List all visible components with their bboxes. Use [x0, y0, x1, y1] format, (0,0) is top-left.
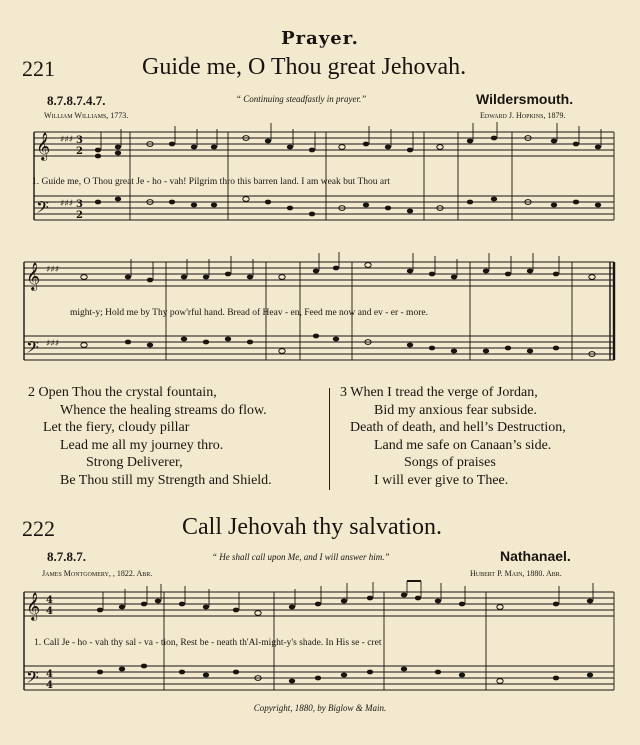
epigraph: “ He shall call upon Me, and I will answer him.” [212, 552, 390, 562]
svg-text:𝄞: 𝄞 [26, 592, 41, 620]
section-title: Prayer. [281, 28, 359, 49]
verse-divider [329, 388, 330, 490]
tune-name: Wildersmouth. [476, 91, 574, 107]
verse-line: Bid my anxious fear subside. [374, 402, 537, 418]
svg-text:𝄢: 𝄢 [36, 197, 49, 221]
author-credit: William Williams, 1773. [44, 111, 129, 120]
verse-line: Land me safe on Canaan’s side. [374, 437, 552, 453]
verse-line: 2 Open Thou the crystal fountain, [28, 385, 217, 400]
svg-text:4: 4 [46, 680, 53, 691]
verse-2 [28, 384, 324, 490]
svg-text:2: 2 [76, 146, 83, 157]
tune-name: Nathanael. [500, 548, 571, 564]
meter: 8.7.8.7.4.7. [47, 93, 106, 108]
svg-text:𝄢: 𝄢 [26, 667, 39, 691]
meter: 8.7.8.7. [47, 549, 86, 564]
svg-text:♯♯♯: ♯♯♯ [60, 199, 74, 209]
svg-text:♯♯♯: ♯♯♯ [46, 265, 60, 275]
svg-text:3: 3 [76, 135, 83, 146]
composer-credit: Edward J. Hopkins, 1879. [480, 111, 566, 120]
hymn-title: Call Jehovah thy salvation. [182, 514, 442, 540]
hymn-title: Guide me, O Thou great Jehovah. [142, 54, 467, 80]
svg-text:2: 2 [76, 210, 83, 221]
svg-text:𝄞: 𝄞 [26, 262, 41, 290]
svg-text:♯♯♯: ♯♯♯ [60, 135, 74, 145]
lyric-line: might-y; Hold me by Thy pow'rful hand. Bread of Heav - en, Feed me now and ev - er - more. [70, 308, 428, 318]
verse-3 [340, 384, 636, 490]
svg-text:4: 4 [46, 669, 53, 680]
svg-text:♯♯♯: ♯♯♯ [46, 339, 60, 349]
verse-line: 3 When I tread the verge of Jordan, [340, 385, 538, 400]
svg-text:3: 3 [76, 199, 83, 210]
lyric-line: 1. Guide me, O Thou great Je - ho - vah! Pilgrim thro this barren land. I am weak but Thou art [32, 177, 390, 187]
svg-text:𝄞: 𝄞 [36, 132, 51, 160]
hymn-number: 222 [22, 516, 55, 541]
epigraph: “ Continuing steadfastly in prayer.” [236, 94, 367, 104]
hymn-number: 221 [22, 56, 55, 81]
svg-text:4: 4 [46, 595, 53, 606]
verse-line: Strong Deliverer, [86, 455, 183, 471]
lyric-line: 1. Call Je - ho - vah thy sal - va - tion, Rest be - neath th'Al-might-y's shade. In His se - cret [34, 638, 382, 648]
verse-line: I will ever give to Thee. [374, 472, 509, 488]
verse-line: Be Thou still my Strength and Shield. [60, 472, 272, 488]
composer-credit: Hubert P. Main, 1880. Abr. [470, 569, 562, 578]
verse-line: Whence the healing streams do flow. [60, 402, 267, 418]
verse-line: Lead me all my journey thro. [60, 437, 224, 453]
svg-text:𝄢: 𝄢 [26, 337, 39, 361]
verse-line: Songs of praises [404, 455, 496, 471]
svg-text:4: 4 [46, 606, 53, 617]
copyright: Copyright, 1880, by Biglow & Main. [253, 703, 387, 713]
author-credit: James Montgomery, , 1822. Abr. [42, 569, 153, 578]
verse-line: Death of death, and hell’s Destruction, [350, 420, 566, 436]
verse-line: Let the fiery, cloudy pillar [43, 420, 190, 436]
